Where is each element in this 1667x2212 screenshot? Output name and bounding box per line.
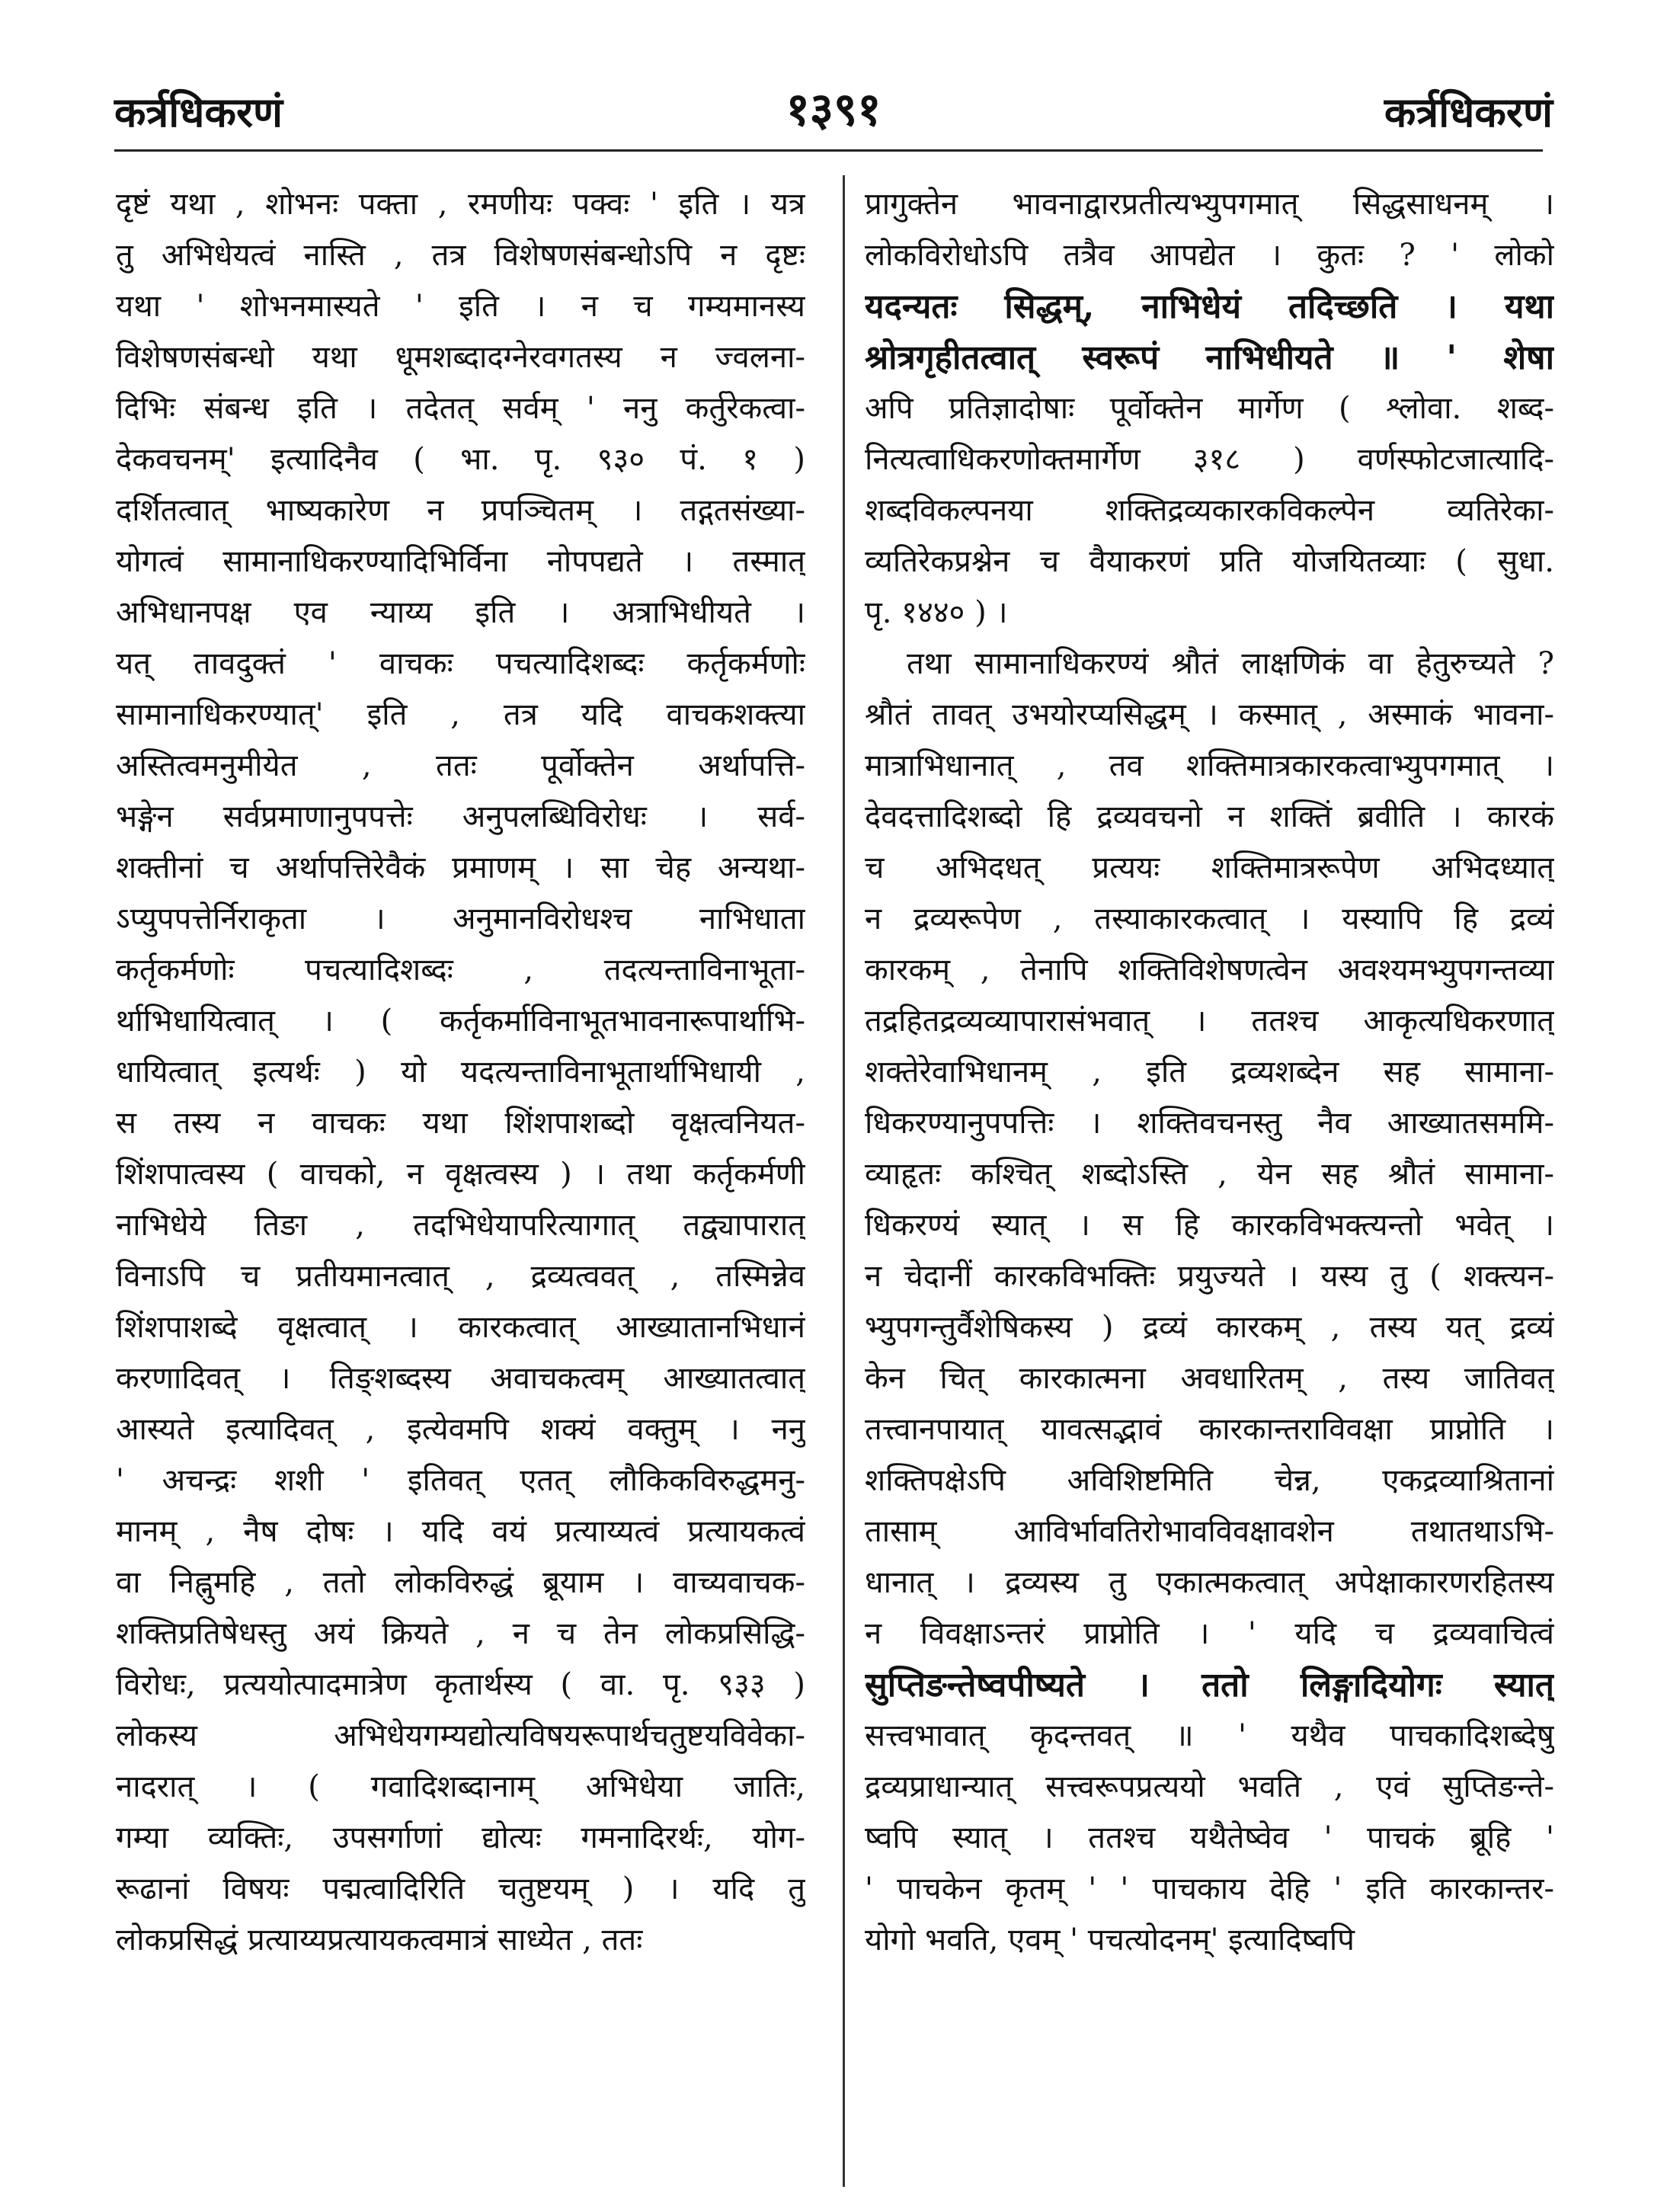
text-line: शब्दविकल्पनया शक्तिद्रव्यकारकविकल्पेन व्यतिरेका- [865,493,1554,528]
verse-quote-line: श्रोत्रगृहीतत्वात् स्वरूपं नाभिधीयते ॥ ' शेषा [865,338,1554,377]
text-line: यत् तावदुक्तं ' वाचकः पचत्यादिशब्दः कर्तृकर्मणोः [116,646,805,681]
text-line: न विवक्षाऽन्तरं प्राप्नोति । ' यदि च द्रव्यवाचित्वं [865,1616,1554,1651]
text-line: शक्तिपक्षेऽपि अविशिष्टमिति चेन्न, एकद्रव्याश्रितानां [865,1463,1554,1498]
text-line: धानात् । द्रव्यस्य तु एकात्मकत्वात् अपेक्षाकारणरहितस्य [865,1565,1554,1600]
text-line: ' पाचकेन कृतम् ' ' पाचकाय देहि ' इति कारकान्तर- [865,1871,1554,1906]
text-line: शक्तेरेवाभिधानम् , इति द्रव्यशब्देन सह सामाना- [865,1055,1554,1090]
column-divider [843,175,845,2187]
text-line: ' अचन्द्रः शशी ' इतिवत् एतत् लौकिकविरुद्धमनु- [116,1463,805,1498]
text-line: मानम् , नैष दोषः । यदि वयं प्रत्याय्यत्वं प्रत्यायकत्वं [116,1514,805,1549]
text-line: ऽप्युपपत्तेर्निराकृता । अनुमानविरोधश्च नाभिधाता [116,901,805,936]
text-line: लोकस्य अभिधेयगम्यद्योत्यविषयरूपार्थचतुष्टयविवेका- [116,1718,805,1753]
text-line: च अभिदधत् प्रत्ययः शक्तिमात्ररूपेण अभिदध्यात् [865,850,1554,885]
text-line: धिकरण्यानुपपत्तिः । शक्तिवचनस्तु नैव आख्यातसममि- [865,1106,1554,1141]
text-line: धायित्वात् इत्यर्थः ) यो यदत्यन्ताविनाभूतार्थाभिधायी , [116,1055,805,1090]
text-line: नित्यत्वाधिकरणोक्तमार्गेण ३१८ ) वर्णस्फोटजात्यादि- [865,442,1554,477]
text-line: विनाऽपि च प्रतीयमानत्वात् , द्रव्यत्ववत् , तस्मिन्नेव [116,1259,805,1294]
text-line: नादरात् । ( गवादिशब्दानाम् अभिधेया जातिः, [116,1769,805,1804]
text-line: गम्या व्यक्तिः, उपसर्गाणां द्योत्यः गमनादिरर्थः, योग- [116,1820,805,1855]
text-line: न चेदानीं कारकविभक्तिः प्रयुज्यते । यस्य तु ( शक्त्यन- [865,1259,1554,1294]
text-line: मात्राभिधानात् , तव शक्तिमात्रकारकत्वाभ्युपगमात् । [865,748,1554,783]
text-line: दिभिः संबन्ध इति । तदेतत् सर्वम् ' ननु कर्तुरेकत्वा- [116,391,805,426]
text-line: नाभिधेये तिङा , तदभिधेयापरित्यागात् तद्व्यापारात् [116,1208,805,1243]
text-line: स तस्य न वाचकः यथा शिंशपाशब्दो वृक्षत्वनियत- [116,1106,805,1141]
text-line: अपि प्रतिज्ञादोषाः पूर्वोक्तेन मार्गेण ( श्लोवा. शब्द- [865,391,1554,426]
verse-quote-line: यदन्यतः सिद्धम्, नाभिधेयं तदिच्छति । यथा [865,287,1554,326]
text-line: लोकविरोधोऽपि तत्रैव आपद्येत । कुतः ? ' लोको [865,238,1554,273]
text-line: सामानाधिकरण्यात्' इति , तत्र यदि वाचकशक्त्या [116,697,805,732]
text-line: शक्तिप्रतिषेधस्तु अयं क्रियते , न च तेन लोकप्रसिद्धि- [116,1616,805,1651]
text-line: आस्यते इत्यादिवत् , इत्येवमपि शक्यं वक्तुम् । ननु [116,1412,805,1447]
text-line: तु अभिधेयत्वं नास्ति , तत्र विशेषणसंबन्धोऽपि न दृष्टः [116,238,805,273]
text-line: शिंशपात्वस्य ( वाचको, न वृक्षत्वस्य ) । तथा कर्तृकर्मणी [116,1157,805,1192]
text-line: अभिधानपक्ष एव न्याय्य इति । अत्राभिधीयते । [116,595,805,630]
page-number: १३९१ [786,83,881,136]
text-line: कर्तृकर्मणोः पचत्यादिशब्दः , तदत्यन्ताविनाभूता- [116,952,805,988]
text-line: व्याहृतः कश्चित् शब्दोऽस्ति , येन सह श्रौतं सामाना- [865,1157,1554,1192]
right-column [865,179,1554,1966]
text-line: विरोधः, प्रत्ययोत्पादमात्रेण कृतार्थस्य ( वा. पृ. ९३३ ) [116,1667,805,1702]
text-line: ष्वपि स्यात् । ततश्च यथैतेष्वेव ' पाचकं ब्रूहि ' [865,1820,1554,1855]
text-line: धिकरण्यं स्यात् । स हि कारकविभक्त्यन्तो भवेत् । [865,1208,1554,1243]
text-line: योगो भवति, एवम् ' पचत्योदनम्' इत्यादिष्वपि [865,1922,1355,1958]
text-line: प्रागुक्तेन भावनाद्वारप्रतीत्यभ्युपगमात् सिद्धसाधनम् । [865,187,1554,222]
text-line: लोकप्रसिद्धं प्रत्याय्यप्रत्यायकत्वमात्रं साध्येत , ततः [116,1922,643,1958]
text-line: न द्रव्यरूपेण , तस्याकारकत्वात् । यस्यापि हि द्रव्यं [865,901,1554,936]
text-line: केन चित् कारकात्मना अवधारितम् , तस्य जातिवत् [865,1361,1554,1396]
text-line: र्थाभिधायित्वात् । ( कर्तृकर्माविनाभूतभावनारूपार्थाभि- [116,1004,805,1039]
text-line: देवदत्तादिशब्दो हि द्रव्यवचनो न शक्तिं ब्रवीति । कारकं [865,799,1554,834]
text-line: दर्शितत्वात् भाष्यकारेण न प्रपञ्चितम् । तद्गतसंख्या- [116,493,805,528]
text-line: शिंशपाशब्दे वृक्षत्वात् । कारकत्वात् आख्यातानभिधानं [116,1310,805,1345]
text-line: देकवचनम्' इत्यादिनैव ( भा. पृ. ९३० पं. १ ) [116,442,805,477]
text-line: तत्त्वानपायात् यावत्सद्भावं कारकान्तराविवक्षा प्राप्नोति । [865,1412,1554,1447]
header-rule [114,149,1543,152]
text-line: वा निह्नुमहि , ततो लोकविरुद्धं ब्रूयाम । वाच्यवाचक- [116,1565,805,1600]
left-column [116,179,805,1966]
text-line: कारकम् , तेनापि शक्तिविशेषणत्वेन अवश्यमभ्युपगन्तव्या [865,952,1554,988]
text-line: विशेषणसंबन्धो यथा धूमशब्दादग्नेरवगतस्य न ज्वलना- [116,340,805,375]
text-line: करणादिवत् । तिङ्शब्दस्य अवाचकत्वम् आख्यातत्वात् [116,1361,805,1396]
text-line: भङ्गेन सर्वप्रमाणानुपपत्तेः अनुपलब्धिविरोधः । सर्व- [116,799,805,834]
running-head-right: कर्त्रधिकरणं [1384,88,1553,136]
text-line: दृष्टं यथा , शोभनः पक्ता , रमणीयः पक्वः ' इति । यत्र [116,187,805,222]
text-line: श्रौतं तावत् उभयोरप्यसिद्धम् । कस्मात् , अस्माकं भावना- [865,697,1554,732]
text-line: रूढानां विषयः पद्मत्वादिरिति चतुष्टयम् ) । यदि तु [116,1871,805,1906]
text-line: शक्तीनां च अर्थापत्तिरेवैकं प्रमाणम् । सा चेह अन्यथा- [116,850,805,885]
text-line: तद्रहितद्रव्यव्यापारासंभवात् । ततश्च आकृत्यधिकरणात् [865,1004,1554,1039]
text-line: सत्त्वभावात् कृदन्तवत् ॥ ' यथैव पाचकादिशब्देषु [865,1718,1554,1753]
text-line: तासाम् आविर्भावतिरोभावविवक्षावशेन तथातथाऽभि- [865,1514,1554,1549]
text-line: व्यतिरेकप्रश्नेन च वैयाकरणं प्रति योजयितव्याः ( सुधा. [865,544,1554,579]
text-line: यथा ' शोभनमास्यते ' इति । न च गम्यमानस्य [116,289,805,324]
verse-quote-line: सुप्तिङन्तेष्वपीष्यते । ततो लिङ्गादियोगः स्यात् [865,1666,1554,1705]
text-line: पृ. १४४० ) । [865,595,1008,630]
text-line: द्रव्यप्राधान्यात् सत्त्वरूपप्रत्ययो भवति , एवं सुप्तिङन्ते- [865,1769,1554,1804]
text-line: अस्तित्वमनुमीयेत , ततः पूर्वोक्तेन अर्थापत्ति- [116,748,805,783]
paragraph-start-line: तथा सामानाधिकरण्यं श्रौतं लाक्षणिकं वा हेतुरुच्यते ? [907,646,1554,681]
text-line: योगत्वं सामानाधिकरण्यादिभिर्विना नोपपद्यते । तस्मात् [116,544,805,579]
running-head-left: कर्त्रधिकरणं [114,88,283,136]
text-line: भ्युपगन्तुर्वैशेषिकस्य ) द्रव्यं कारकम् , तस्य यत् द्रव्यं [865,1310,1554,1345]
